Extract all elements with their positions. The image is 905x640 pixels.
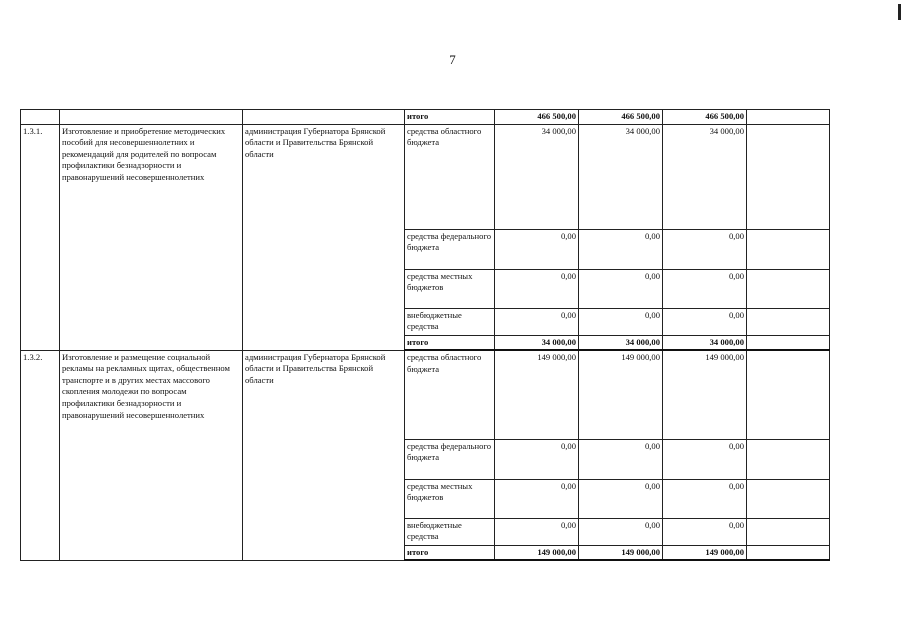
- value-cell: 466 500,00: [663, 110, 747, 125]
- value-cell: 0,00: [579, 479, 663, 518]
- value-cell: 0,00: [495, 518, 579, 545]
- cell-empty: [747, 269, 830, 308]
- value-cell: 0,00: [579, 439, 663, 479]
- item-description: Изготовление и приобретение методических пособий для несовершеннолетних и рекомендаций для родителей по вопросам профилактики безнадзорности и правонарушений несовершеннолетних: [60, 124, 243, 350]
- value-cell: 34 000,00: [579, 124, 663, 229]
- source-cell: средства федерального бюджета: [405, 439, 495, 479]
- value-cell: 466 500,00: [495, 110, 579, 125]
- source-cell: итого: [405, 545, 495, 560]
- item-executor: администрация Губернатора Брянской области и Правительства Брянской области: [243, 350, 405, 560]
- cell-empty: [747, 545, 830, 560]
- value-cell: 0,00: [663, 439, 747, 479]
- source-cell: средства федерального бюджета: [405, 229, 495, 269]
- source-cell: внебюджетные средства: [405, 518, 495, 545]
- source-cell: средства областного бюджета: [405, 350, 495, 439]
- item-description: Изготовление и размещение социальной рекламы на рекламных щитах, общественном транспорте и в других местах массового скопления молодежи по вопросам профилактики безнадзорности и правонарушений несовершеннолетних: [60, 350, 243, 560]
- value-cell: 0,00: [495, 439, 579, 479]
- value-cell: 0,00: [579, 308, 663, 335]
- value-cell: 149 000,00: [579, 350, 663, 439]
- value-cell: 149 000,00: [495, 350, 579, 439]
- item-number: 1.3.2.: [21, 350, 60, 560]
- page-number: 7: [449, 52, 456, 67]
- value-cell: 0,00: [495, 479, 579, 518]
- value-cell: 34 000,00: [495, 335, 579, 350]
- item-executor: администрация Губернатора Брянской области и Правительства Брянской области: [243, 124, 405, 350]
- value-cell: 0,00: [495, 229, 579, 269]
- value-cell: 149 000,00: [495, 545, 579, 560]
- value-cell: 149 000,00: [663, 350, 747, 439]
- cell-empty: [747, 518, 830, 545]
- source-cell: средства областного бюджета: [405, 124, 495, 229]
- cell-empty: [747, 110, 830, 125]
- cell-empty: [243, 110, 405, 125]
- value-cell: 0,00: [495, 308, 579, 335]
- table-row: [21, 350, 830, 439]
- source-cell: внебюджетные средства: [405, 308, 495, 335]
- source-cell: средства местных бюджетов: [405, 269, 495, 308]
- item-number: 1.3.1.: [21, 124, 60, 350]
- value-cell: 0,00: [579, 518, 663, 545]
- value-cell: 34 000,00: [663, 335, 747, 350]
- cell-empty: [21, 110, 60, 125]
- cell-empty: [747, 229, 830, 269]
- table-row-top-total: [21, 110, 830, 125]
- value-cell: 466 500,00: [579, 110, 663, 125]
- cell-empty: [747, 479, 830, 518]
- cell-empty: [747, 350, 830, 439]
- value-cell: 149 000,00: [579, 545, 663, 560]
- source-cell: итого: [405, 335, 495, 350]
- value-cell: 34 000,00: [663, 124, 747, 229]
- value-cell: 34 000,00: [579, 335, 663, 350]
- source-cell: итого: [405, 110, 495, 125]
- value-cell: 0,00: [663, 269, 747, 308]
- value-cell: 34 000,00: [495, 124, 579, 229]
- cell-empty: [747, 335, 830, 350]
- table-row: [21, 124, 830, 229]
- value-cell: 0,00: [663, 308, 747, 335]
- page-edge-mark: [898, 4, 901, 20]
- cell-empty: [60, 110, 243, 125]
- value-cell: 0,00: [579, 229, 663, 269]
- value-cell: 0,00: [495, 269, 579, 308]
- value-cell: 0,00: [663, 229, 747, 269]
- value-cell: 149 000,00: [663, 545, 747, 560]
- value-cell: 0,00: [663, 518, 747, 545]
- cell-empty: [747, 124, 830, 229]
- cell-empty: [747, 308, 830, 335]
- budget-table: [20, 109, 830, 561]
- value-cell: 0,00: [579, 269, 663, 308]
- value-cell: 0,00: [663, 479, 747, 518]
- source-cell: средства местных бюджетов: [405, 479, 495, 518]
- cell-empty: [747, 439, 830, 479]
